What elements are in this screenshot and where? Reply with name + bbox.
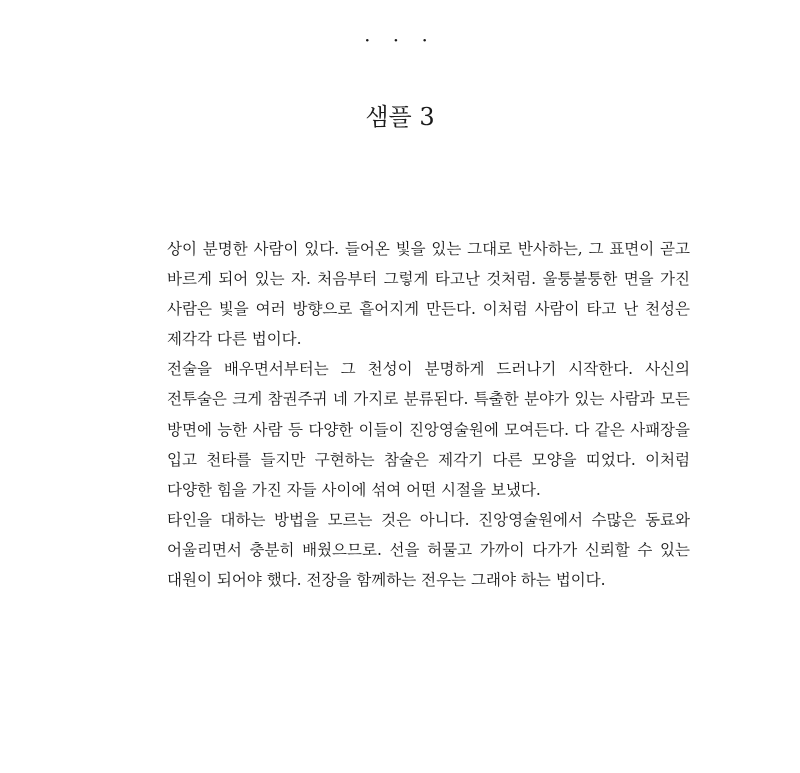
section-separator: · · · xyxy=(364,28,436,52)
paragraph: 상이 분명한 사람이 있다. 들어온 빛을 있는 그대로 반사하는, 그 표면이 곧고 바르게 되어 있는 자. 처음부터 그렇게 타고난 것처럼. 울퉁불퉁한 면을 가진 사람은 빛을 여러 방향으로 흩어지게 만든다. 이처럼 사람이 타고 난 천성은 제각각 다른 법이다. xyxy=(167,240,690,349)
paragraph: 타인을 대하는 방법을 모르는 것은 아니다. 진앙영술원에서 수많은 동료와 어울리면서 충분히 배웠으므로. 선을 허물고 가까이 다가가 신뢰할 수 있는 대원이 되어야 했다. 전장을 함께하는 전우는 그래야 하는 법이다. xyxy=(167,510,690,590)
paragraph: 전술을 배우면서부터는 그 천성이 분명하게 드러나기 시작한다. 사신의 전투술은 크게 참권주귀 네 가지로 분류된다. 특출한 분야가 있는 사람과 모든 방면에 능한 사람 등 다양한 이들이 진앙영술원에 모여든다. 다 같은 사패장을 입고 천타를 들지만 구현하는 참술은 제각기 다른 모양을 띠었다. 이처럼 다양한 힘을 가진 자들 사이에 섞여 어떤 시절을 보냈다. xyxy=(167,360,690,499)
page-title: 샘플 3 xyxy=(365,103,435,131)
body-text xyxy=(167,234,690,595)
